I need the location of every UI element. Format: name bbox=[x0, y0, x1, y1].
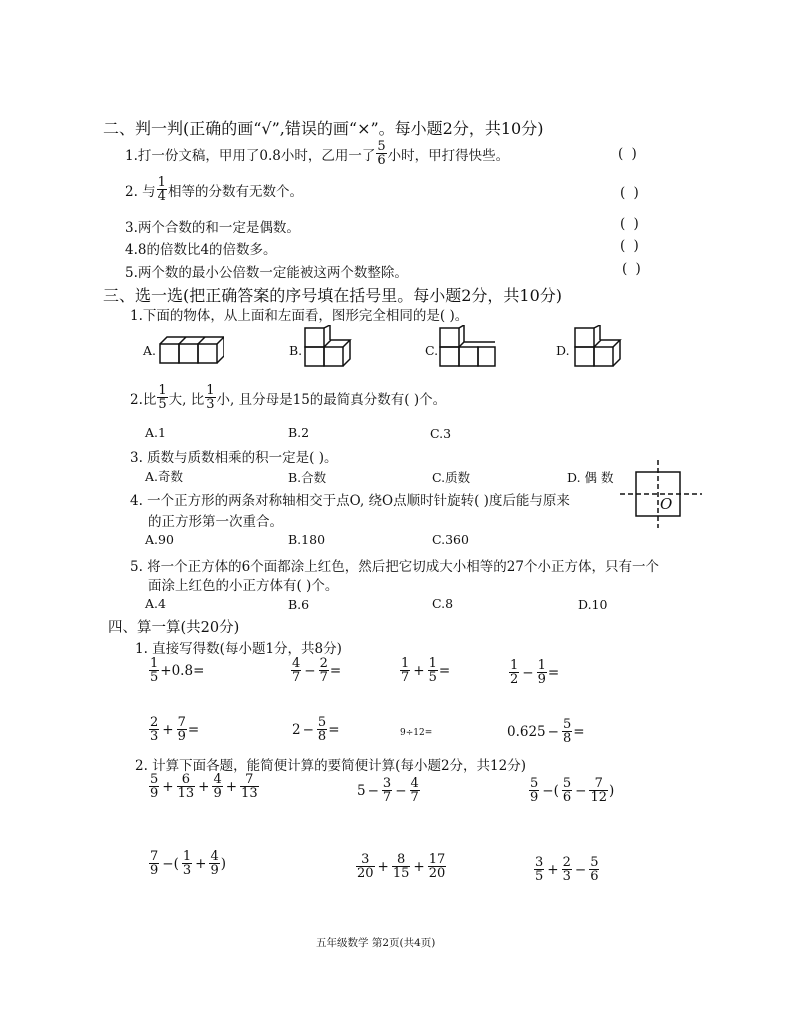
q2-option-b[interactable]: B.2 bbox=[288, 425, 310, 440]
choice-q4-line1: 4. 一个正方形的两条对称轴相交于点O, 绕O点顺时针旋转( )度后能与原来 bbox=[130, 493, 570, 509]
judge-item-1-post: 小时，甲打得快些。 bbox=[387, 147, 510, 164]
option-a-label: A. bbox=[143, 343, 157, 358]
calc-expr: $\frac{5}{9}$ −( $\frac{5}{6}$ − $\frac{7}{12}$ ) bbox=[530, 776, 615, 805]
section-3-title: 三、选一选(把正确答案的序号填在括号里。每小题2分，共10分) bbox=[103, 286, 563, 305]
fraction: $\frac{1}{4}$ bbox=[157, 175, 166, 204]
judge-item-2-post: 相等的分数有无数个。 bbox=[167, 183, 303, 200]
q3-option-b[interactable]: B.合数 bbox=[288, 470, 327, 485]
choice-q5-line1: 5. 将一个正方体的6个面都涂上红色，然后把它切成大小相等的27个小正方体，只有一个 bbox=[130, 559, 659, 575]
option-b-label: B. bbox=[289, 343, 303, 358]
answer-paren[interactable]: ( ) bbox=[622, 261, 643, 277]
calc-expr: $\frac{4}{7}$ − $\frac{2}{7}$ = bbox=[292, 656, 342, 685]
choice-q1: 1.下面的物体，从上面和左面看，图形完全相同的是( )。 bbox=[130, 308, 469, 324]
judge-item-4: 4.8的倍数比4的倍数多。 bbox=[125, 242, 277, 258]
q3-option-d[interactable]: D. 偶 数 bbox=[567, 470, 614, 485]
judge-item-2-pre: 2. 与 bbox=[125, 183, 156, 200]
point-o-label: O bbox=[660, 495, 673, 513]
calc-expr: 0.625 − $\frac{5}{8}$ = bbox=[507, 717, 585, 746]
choice-q3: 3. 质数与质数相乘的积一定是( )。 bbox=[130, 450, 338, 466]
cube-figure-a bbox=[158, 334, 224, 366]
calc-expr: $\frac{1}{7}$ + $\frac{1}{5}$ = bbox=[401, 656, 451, 685]
section-2-title: 二、判一判(正确的画“√”,错误的画“×”。每小题2分，共10分) bbox=[103, 119, 544, 138]
fraction: $\frac{1}{5}$ bbox=[158, 383, 167, 412]
q2-mid: 大, 比 bbox=[168, 391, 205, 408]
option-c-label: C. bbox=[425, 343, 439, 358]
q4-option-a[interactable]: A.90 bbox=[145, 532, 174, 547]
calc-expr: 2 − $\frac{5}{8}$ = bbox=[292, 715, 340, 744]
section-4-sub2: 2. 计算下面各题，能简便计算的要简便计算(每小题2分，共12分) bbox=[135, 758, 526, 774]
calc-expr: $\frac{3}{5}$ + $\frac{2}{3}$ − $\frac{5}{6}$ bbox=[535, 855, 599, 884]
q5-option-d[interactable]: D.10 bbox=[578, 597, 608, 612]
cube-figure-d bbox=[573, 325, 629, 369]
q5-option-b[interactable]: B.6 bbox=[288, 597, 310, 612]
choice-q2 bbox=[130, 384, 446, 411]
cube-figure-c bbox=[438, 325, 498, 369]
q2-option-c[interactable]: C.3 bbox=[430, 426, 452, 441]
judge-item-3: 3.两个合数的和一定是偶数。 bbox=[125, 220, 300, 236]
q5-option-c[interactable]: C.8 bbox=[432, 596, 454, 611]
choice-q4-line2: 的正方形第一次重合。 bbox=[148, 514, 283, 530]
answer-paren[interactable]: ( ) bbox=[620, 185, 641, 201]
calc-expr: 9÷12= bbox=[400, 728, 433, 738]
judge-item-2 bbox=[125, 176, 303, 203]
fraction: $\frac{5}{6}$ bbox=[377, 139, 386, 168]
judge-item-5: 5.两个数的最小公倍数一定能被这两个数整除。 bbox=[125, 265, 408, 281]
judge-item-1-pre: 1.打一份文稿，甲用了0.8小时，乙用一了 bbox=[125, 147, 376, 164]
cube-figure-b bbox=[303, 325, 353, 369]
q2-option-a[interactable]: A.1 bbox=[145, 425, 166, 440]
q4-option-c[interactable]: C.360 bbox=[432, 532, 469, 547]
calc-expr: $\frac{3}{20}$ + $\frac{8}{15}$ + $\frac{17}{20}$ bbox=[357, 852, 446, 881]
q3-option-c[interactable]: C.质数 bbox=[432, 470, 471, 485]
calc-expr: $\frac{1}{2}$ − $\frac{1}{9}$ = bbox=[510, 658, 560, 687]
calc-expr: $\frac{1}{5}$ +0.8 = bbox=[150, 656, 205, 685]
option-d-label: D. bbox=[556, 343, 570, 358]
q2-post: 小, 且分母是15的最简真分数有( )个。 bbox=[216, 391, 447, 408]
q4-option-b[interactable]: B.180 bbox=[288, 532, 326, 547]
square-axes-figure bbox=[620, 460, 702, 528]
q2-pre: 2.比 bbox=[130, 391, 157, 408]
judge-item-1 bbox=[125, 140, 509, 167]
section-4-title: 四、算一算(共20分) bbox=[108, 620, 240, 636]
fraction: $\frac{1}{3}$ bbox=[206, 383, 215, 412]
calc-expr: $\frac{5}{9}$ + $\frac{6}{13}$ + $\frac{4}{9}$ + $\frac{7}{13}$ bbox=[150, 772, 258, 801]
choice-q5-line2: 面涂上红色的小正方体有( )个。 bbox=[148, 578, 339, 594]
section-4-sub1: 1. 直接写得数(每小题1分，共8分) bbox=[135, 641, 342, 657]
q3-option-a[interactable]: A.奇数 bbox=[145, 469, 184, 484]
calc-expr: $\frac{2}{3}$ + $\frac{7}{9}$ = bbox=[150, 715, 200, 744]
calc-expr: $\frac{7}{9}$ −( $\frac{1}{3}$ + $\frac{4}{9}$ ) bbox=[150, 849, 227, 878]
page-footer: 五年级数学 第2页(共4页) bbox=[316, 937, 436, 949]
answer-paren[interactable]: ( ) bbox=[620, 238, 641, 254]
answer-paren[interactable]: ( ) bbox=[618, 146, 639, 162]
answer-paren[interactable]: ( ) bbox=[620, 216, 641, 232]
calc-expr: 5 − $\frac{3}{7}$ − $\frac{4}{7}$ bbox=[357, 776, 419, 805]
q5-option-a[interactable]: A.4 bbox=[145, 596, 166, 611]
